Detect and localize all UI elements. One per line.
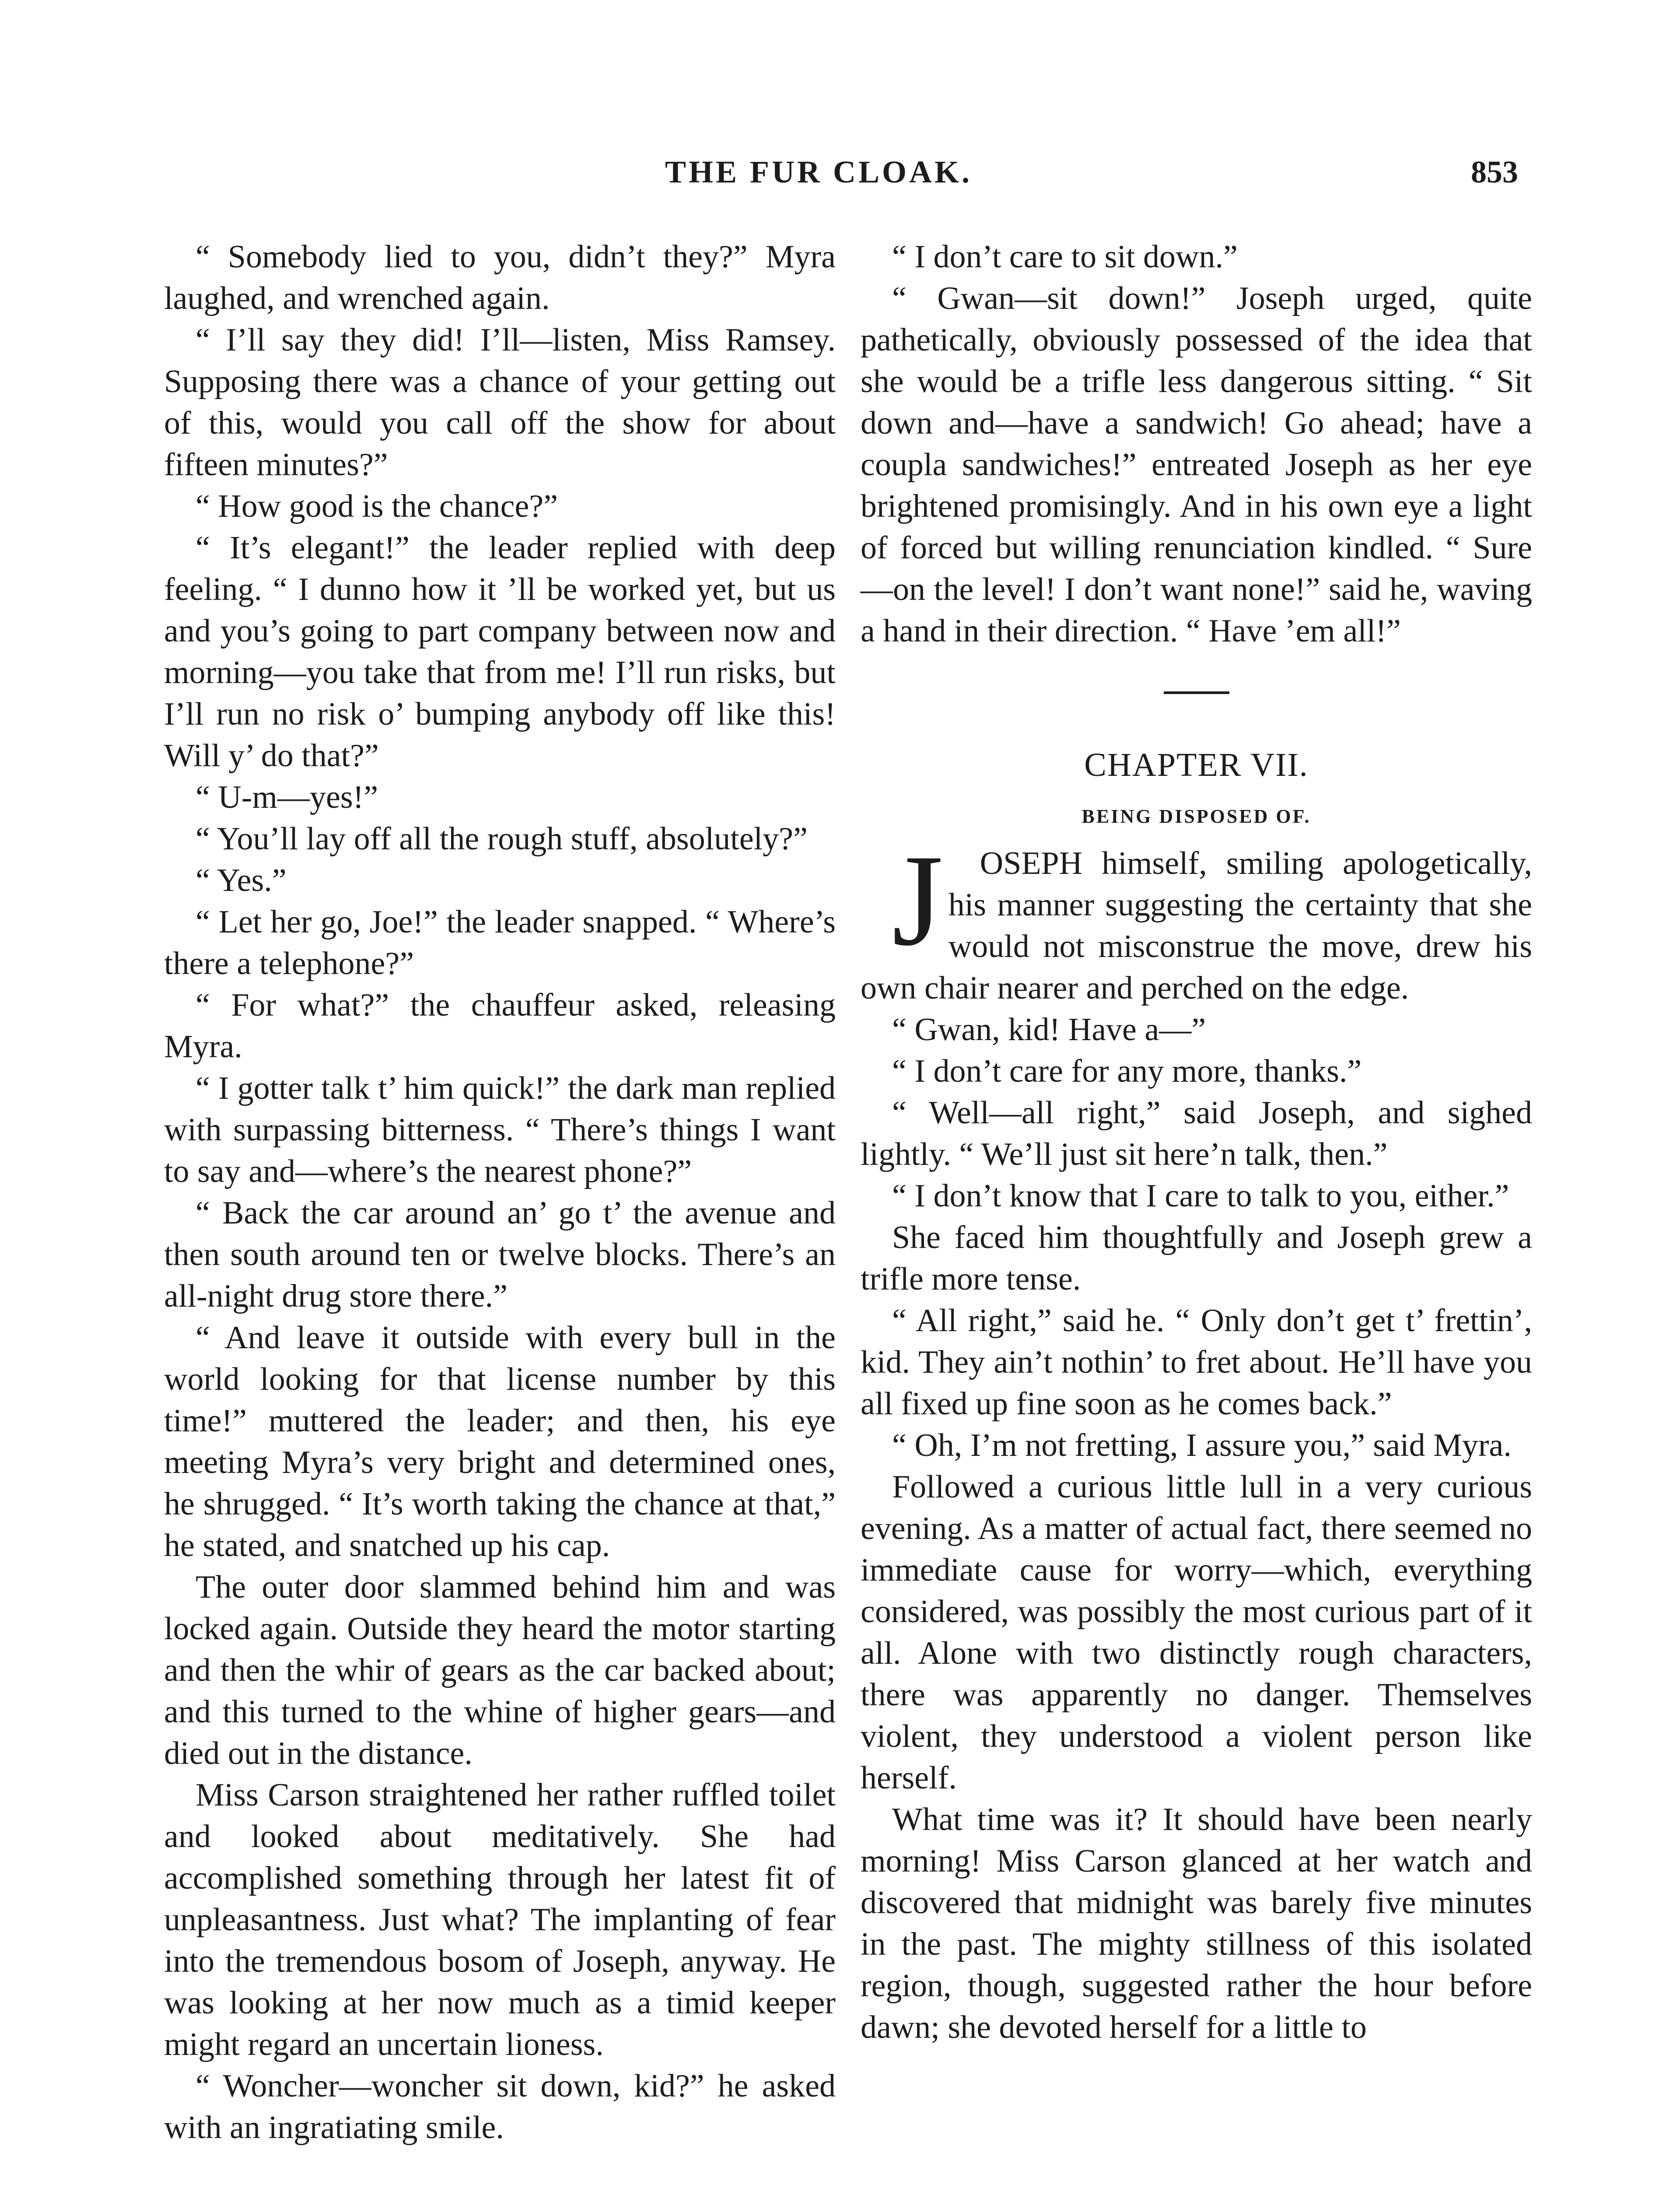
- page-number: 853: [1471, 154, 1518, 189]
- paragraph: “ Yes.”: [196, 863, 287, 898]
- chapter-subtitle: BEING DISPOSED OF.: [1082, 806, 1311, 827]
- opening-text: OSEPH himself, smiling apologetically, his manner suggesting the certainty that she would not misconstrue the move, drew his own chair nearer and perched on the edge.: [861, 845, 1532, 1006]
- paragraph: “ Woncher—woncher sit down, kid?” he asked with an ingratiating smile.: [164, 2068, 836, 2146]
- paragraph: “ Somebody lied to you, didn’t they?” Myra laughed, and wrenched again.: [164, 239, 836, 316]
- paragraph: “ Oh, I’m not fretting, I assure you,” said Myra.: [892, 1427, 1512, 1463]
- paragraph: “ Let her go, Joe!” the leader snapped. “ Where’s there a telephone?”: [164, 904, 836, 982]
- paragraph: She faced him thoughtfully and Joseph grew a trifle more tense.: [861, 1220, 1532, 1297]
- page-header: [0, 154, 1680, 198]
- running-title: THE FUR CLOAK.: [665, 154, 973, 189]
- right-column: [861, 236, 1532, 2048]
- chapter-title: CHAPTER VII.: [1084, 747, 1309, 783]
- paragraph: “ For what?” the chauffeur asked, releasing Myra.: [164, 987, 836, 1065]
- paragraph: “ I gotter talk t’ him quick!” the dark man replied with surpassing bitterness. “ There’s things I want to say and—where’s the nearest phone?”: [164, 1070, 836, 1189]
- paragraph: “ I’ll say they did! I’ll—listen, Miss Ramsey. Supposing there was a chance of your getting out of this, would you call off the show for about fifteen minutes?”: [164, 322, 836, 483]
- chapter-opening-paragraph: [861, 828, 1532, 1009]
- paragraph: “ I don’t care to sit down.”: [892, 239, 1238, 275]
- paragraph: “ All right,” said he. “ Only don’t get t’ frettin’, kid. They ain’t nothin’ to fret about. He’ll have you all fixed up fine soon as he comes back.”: [861, 1303, 1532, 1422]
- paragraph: “ Back the car around an’ go t’ the avenue and then south around ten or twelve blocks. There’s an all-night drug store there.”: [164, 1195, 836, 1314]
- paragraph: “ I don’t care for any more, thanks.”: [892, 1053, 1362, 1089]
- left-column: [164, 236, 836, 2149]
- paragraph: “ Gwan—sit down!” Joseph urged, quite pathetically, obviously possessed of the idea that she would be a trifle less dangerous sitting. “ Sit down and—have a sandwich! Go ahead; have a coupla sandwiches!” entreated Joseph as her eye brightened promisingly. And in his own eye a light of forced but willing renunciation kindled. “ Sure—on the level! I don’t want none!” said he, waving a hand in their direction. “ Have ’em all!”: [861, 281, 1532, 649]
- paragraph: “ How good is the chance?”: [196, 488, 558, 524]
- paragraph: “ U-m—yes!”: [196, 779, 378, 815]
- paragraph: “ And leave it outside with every bull in the world looking for that license number by this time!” muttered the leader; and then, his eye meeting Myra’s very bright and determined ones, he shrugged. “ It’s worth taking the chance at that,” he stated, and snatched up his cap.: [164, 1320, 836, 1564]
- paragraph: “ Gwan, kid! Have a—”: [892, 1012, 1206, 1048]
- paragraph: “ You’ll lay off all the rough stuff, absolutely?”: [196, 821, 808, 857]
- paragraph: Followed a curious little lull in a very curious evening. As a matter of actual fact, there seemed no immediate cause for worry—which, everything considered, was possibly the most curious part of it all. Alone with two distinctly rough characters, there was apparently no danger. Themselves violent, they understood a violent person like herself.: [861, 1469, 1532, 1796]
- paragraph: What time was it? It should have been nearly morning! Miss Carson glanced at her watch and discovered that midnight was barely five minutes in the past. The mighty stillness of this isolated region, though, suggested rather the hour before dawn; she devoted herself for a little to: [861, 1802, 1532, 2045]
- paragraph: The outer door slammed behind him and was locked again. Outside they heard the motor starting and then the whir of gears as the car backed about; and this turned to the whine of higher gears—and died out in the distance.: [164, 1569, 836, 1771]
- paragraph: “ I don’t know that I care to talk to you, either.”: [892, 1178, 1509, 1214]
- drop-cap: J: [892, 828, 943, 973]
- section-divider: [1164, 691, 1229, 694]
- paragraph: “ Well—all right,” said Joseph, and sighed lightly. “ We’ll just sit here’n talk, then.”: [861, 1095, 1532, 1172]
- paragraph: “ It’s elegant!” the leader replied with deep feeling. “ I dunno how it ’ll be worked yet, but us and you’s going to part company between now and morning—you take that from me! I’ll run risks, but I’ll run no risk o’ bumping anybody off like this! Will y’ do that?”: [164, 530, 836, 774]
- paragraph: Miss Carson straightened her rather ruffled toilet and looked about meditatively. She had accomplished something through her latest fit of unpleasantness. Just what? The implanting of fear into the tremendous bosom of Joseph, anyway. He was looking at her now much as a timid keeper might regard an uncertain lioness.: [164, 1777, 836, 2062]
